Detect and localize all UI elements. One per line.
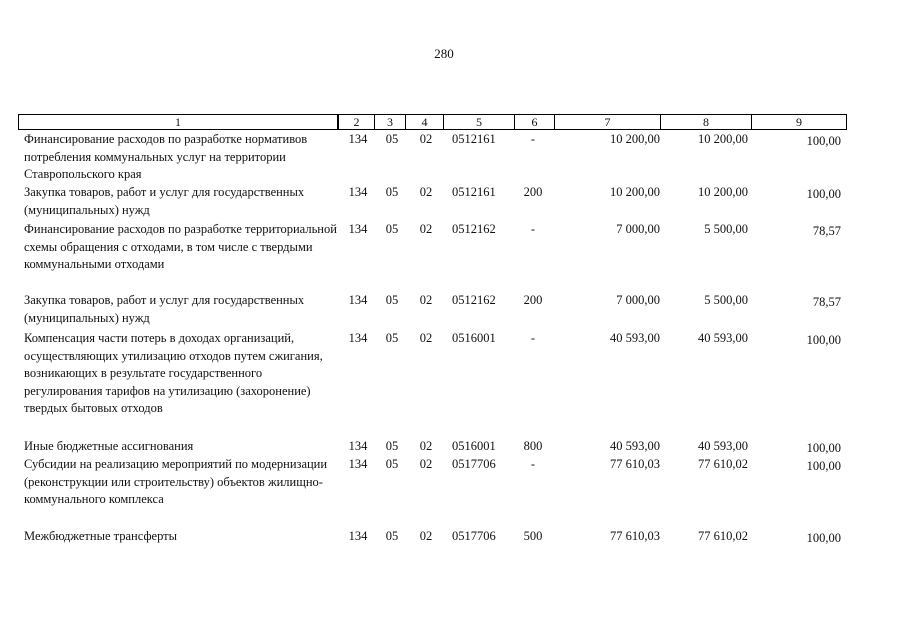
- cell-c9: 100,00: [806, 441, 841, 455]
- cell-c3: 05: [385, 529, 399, 543]
- header-cell-7: 7: [554, 114, 661, 130]
- cell-c6: -: [530, 132, 536, 146]
- cell-c2: 134: [348, 132, 368, 146]
- cell-c9: 100,00: [806, 134, 841, 148]
- cell-c6: 200: [523, 293, 543, 307]
- cell-c4: 02: [419, 293, 433, 307]
- cell-c3: 05: [385, 439, 399, 453]
- cell-c7: 40 593,00: [610, 439, 660, 453]
- cell-c5: 0517706: [452, 457, 496, 471]
- cell-c8: 77 610,02: [698, 529, 748, 543]
- cell-c4: 02: [419, 132, 433, 146]
- cell-c4: 02: [419, 331, 433, 345]
- cell-c8: 77 610,02: [698, 457, 748, 471]
- row-name: Финансирование расходов по разработке территориальной схемы обращения с отходами, в том числе с твердыми коммунальными отходами: [24, 222, 337, 271]
- cell-c5: 0512162: [452, 222, 496, 236]
- cell-c4: 02: [419, 185, 433, 199]
- cell-c6: 200: [523, 185, 543, 199]
- header-cell-2: 2: [338, 114, 375, 130]
- cell-c6: -: [530, 331, 536, 345]
- cell-c9: 100,00: [806, 333, 841, 347]
- cell-c4: 02: [419, 457, 433, 471]
- header-cell-4: 4: [405, 114, 444, 130]
- cell-c7: 77 610,03: [610, 529, 660, 543]
- header-cell-9: 9: [751, 114, 847, 130]
- cell-c5: 0512161: [452, 132, 496, 146]
- cell-c8: 10 200,00: [698, 132, 748, 146]
- header-cell-1: 1: [18, 114, 338, 130]
- row-name: Межбюджетные трансферты: [24, 529, 178, 543]
- cell-c8: 5 500,00: [704, 222, 748, 236]
- cell-c5: 0516001: [452, 331, 496, 345]
- cell-c2: 134: [348, 185, 368, 199]
- header-cell-8: 8: [660, 114, 752, 130]
- row-name: Закупка товаров, работ и услуг для государственных (муниципальных) нужд: [24, 293, 305, 325]
- cell-c5: 0512162: [452, 293, 496, 307]
- cell-c7: 10 200,00: [610, 185, 660, 199]
- cell-c3: 05: [385, 222, 399, 236]
- page-number: 280: [434, 46, 454, 61]
- row-name: Субсидии на реализацию мероприятий по модернизации (реконструкции или строительству) объектов жилищно-коммунального комплекса: [24, 457, 328, 506]
- cell-c3: 05: [385, 132, 399, 146]
- row-name: Компенсация части потерь в доходах организаций, осуществляющих утилизацию отходов путем сжигания, возникающих в результате государственного регулирования тарифов на утилизацию (захоронение) твердых бытовых отходов: [24, 331, 323, 415]
- cell-c5: 0517706: [452, 529, 496, 543]
- cell-c9: 78,57: [812, 295, 841, 309]
- cell-c7: 7 000,00: [616, 293, 660, 307]
- row-name: Финансирование расходов по разработке нормативов потребления коммунальных услуг на территории Ставропольского края: [24, 132, 308, 181]
- header-cell-5: 5: [443, 114, 515, 130]
- cell-c2: 134: [348, 439, 368, 453]
- cell-c6: 800: [523, 439, 543, 453]
- cell-c2: 134: [348, 293, 368, 307]
- cell-c2: 134: [348, 331, 368, 345]
- row-name: Иные бюджетные ассигнования: [24, 439, 194, 453]
- header-cell-3: 3: [374, 114, 406, 130]
- cell-c5: 0516001: [452, 439, 496, 453]
- cell-c4: 02: [419, 439, 433, 453]
- cell-c2: 134: [348, 222, 368, 236]
- cell-c7: 77 610,03: [610, 457, 660, 471]
- header-cell-6: 6: [514, 114, 555, 130]
- cell-c4: 02: [419, 529, 433, 543]
- cell-c9: 100,00: [806, 531, 841, 545]
- cell-c8: 40 593,00: [698, 331, 748, 345]
- row-name: Закупка товаров, работ и услуг для государственных (муниципальных) нужд: [24, 185, 305, 217]
- cell-c7: 40 593,00: [610, 331, 660, 345]
- cell-c3: 05: [385, 185, 399, 199]
- cell-c8: 5 500,00: [704, 293, 748, 307]
- cell-c3: 05: [385, 331, 399, 345]
- cell-c3: 05: [385, 457, 399, 471]
- cell-c6: -: [530, 457, 536, 471]
- cell-c2: 134: [348, 529, 368, 543]
- cell-c2: 134: [348, 457, 368, 471]
- cell-c8: 40 593,00: [698, 439, 748, 453]
- cell-c8: 10 200,00: [698, 185, 748, 199]
- cell-c3: 05: [385, 293, 399, 307]
- cell-c7: 7 000,00: [616, 222, 660, 236]
- cell-c9: 100,00: [806, 459, 841, 473]
- cell-c5: 0512161: [452, 185, 496, 199]
- cell-c4: 02: [419, 222, 433, 236]
- cell-c7: 10 200,00: [610, 132, 660, 146]
- cell-c6: 500: [523, 529, 543, 543]
- cell-c9: 100,00: [806, 187, 841, 201]
- cell-c6: -: [530, 222, 536, 236]
- cell-c9: 78,57: [812, 224, 841, 238]
